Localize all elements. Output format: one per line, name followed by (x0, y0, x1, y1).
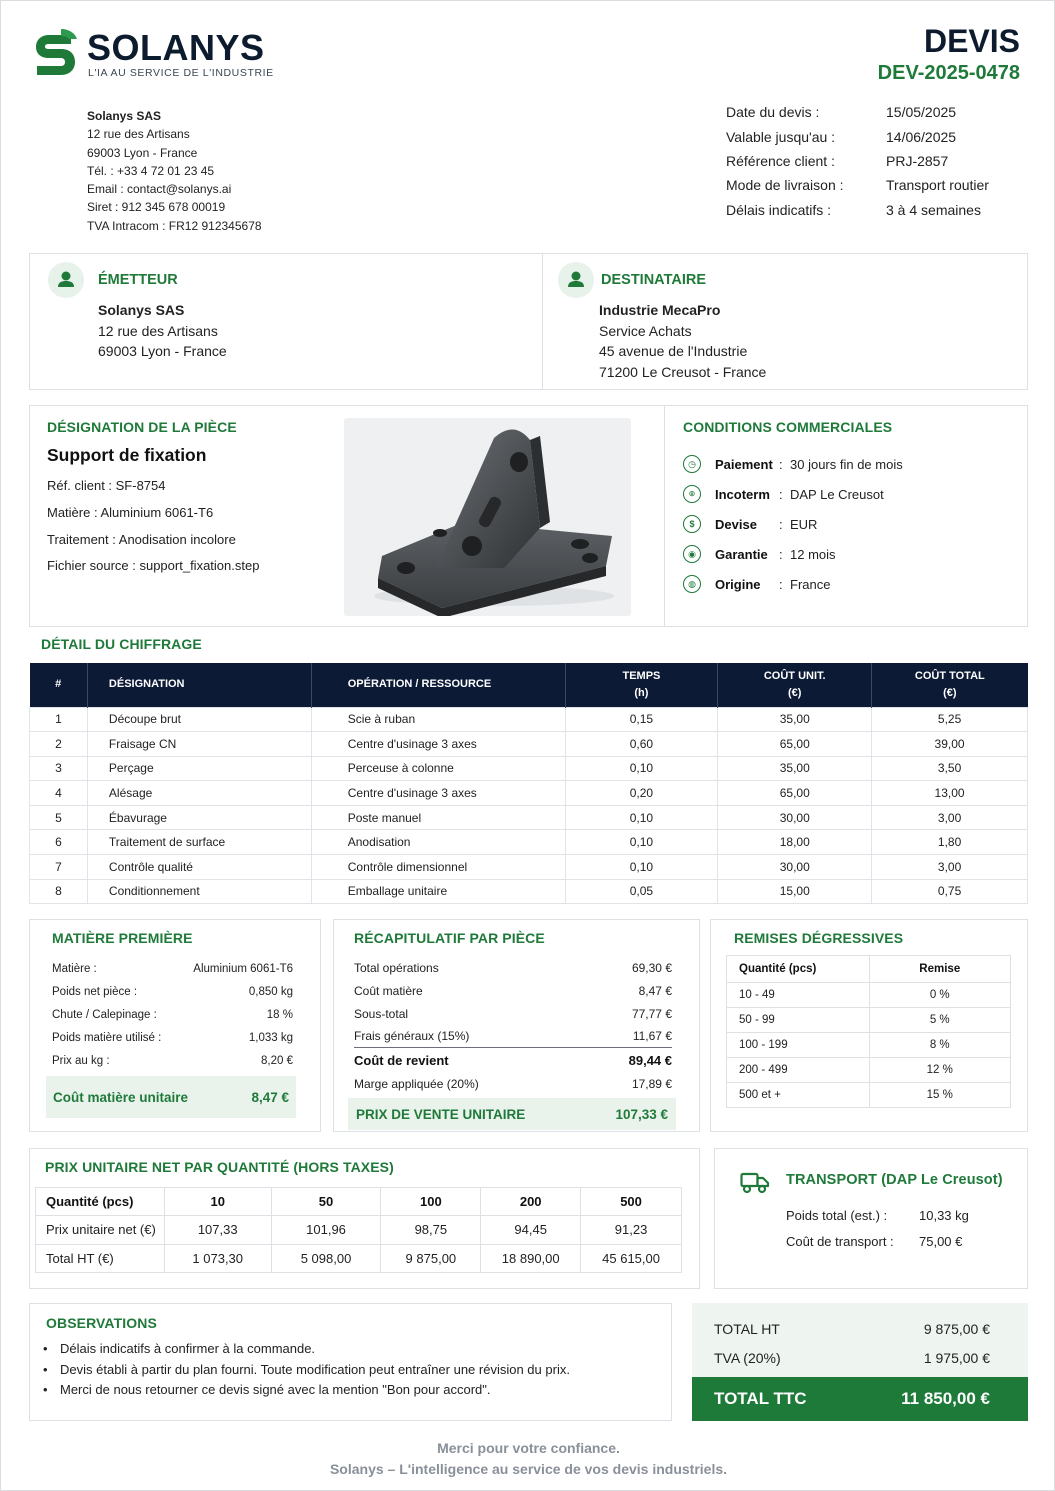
transport-value: 10,33 kg (919, 1207, 969, 1223)
globe-icon: ◍ (683, 575, 701, 593)
quote-meta (726, 100, 989, 222)
divider (542, 254, 543, 389)
condition-value: DAP Le Creusot (790, 486, 884, 502)
remise-row (727, 1008, 1011, 1033)
emetteur-title: ÉMETTEUR (98, 272, 178, 288)
column-header-unit: (€) (788, 686, 802, 699)
recap-row (354, 1002, 672, 1025)
condition-label: Paiement (715, 456, 773, 472)
matiere-label: Poids net pièce : (52, 985, 138, 998)
detail-section-title: DÉTAIL DU CHIFFRAGE (41, 636, 202, 652)
row-unit-cost: 18,00 (718, 830, 872, 855)
row-operation: Centre d'usinage 3 axes (311, 732, 565, 757)
row-operation: Emballage unitaire (311, 879, 565, 904)
part-render-image (344, 418, 631, 616)
total-ht-value: 9 875,00 € (923, 1321, 990, 1337)
company-info (87, 107, 262, 235)
remise-quantity: 50 - 99 (727, 1008, 870, 1033)
part-details (47, 473, 259, 580)
row-time: 0,15 (565, 707, 718, 732)
clock-icon: ◷ (683, 455, 701, 473)
remise-value: 8 % (869, 1033, 1010, 1058)
row-time: 0,10 (565, 805, 718, 830)
matiere-value: Aluminium 6061-T6 (193, 962, 293, 975)
costing-table (29, 663, 1028, 904)
row-operation: Poste manuel (311, 805, 565, 830)
row-unit-cost: 65,00 (718, 732, 872, 757)
condition-value: 12 mois (790, 546, 836, 562)
table-row (30, 830, 1028, 855)
row-number: 3 (30, 756, 88, 781)
part-source-file: Fichier source : support_fixation.step (47, 558, 260, 574)
column-header: Quantité (pcs) (36, 1188, 165, 1216)
location-icon: ⌾ (683, 485, 701, 503)
condition-row (683, 569, 903, 599)
column-header: 200 (481, 1188, 581, 1216)
total-ht-row (714, 1321, 990, 1337)
matiere-label: Matière : (52, 962, 97, 975)
row-designation: Traitement de surface (87, 830, 311, 855)
user-icon (558, 262, 594, 298)
meta-label: Date du devis : (726, 104, 820, 121)
row-value: 98,75 (381, 1216, 481, 1245)
transport-label: Poids total (est.) : (786, 1207, 888, 1223)
table-header-row (30, 663, 1028, 707)
row-time: 0,10 (565, 830, 718, 855)
meta-value: 14/06/2025 (886, 128, 957, 145)
column-header (872, 663, 1028, 707)
bracket-3d-icon (344, 418, 631, 616)
recap-row (354, 979, 672, 1002)
row-time: 0,05 (565, 879, 718, 904)
row-value: 5 098,00 (271, 1244, 381, 1273)
column-header: Quantité (pcs) (727, 956, 870, 983)
company-siret: Siret : 912 345 678 00019 (87, 200, 226, 215)
meta-row (726, 149, 989, 173)
column-header: Remise (869, 956, 1010, 983)
document-title: DEVIS (923, 23, 1020, 59)
vente-unitaire-row (348, 1098, 676, 1130)
row-value: 91,23 (581, 1216, 682, 1245)
row-designation: Contrôle qualité (87, 855, 311, 880)
row-total-cost: 3,50 (872, 756, 1028, 781)
matiere-total-value: 8,47 € (251, 1089, 289, 1105)
total-ttc-row (692, 1377, 1028, 1421)
matiere-total-row (46, 1076, 296, 1118)
meta-value: Transport routier (886, 177, 989, 194)
recap-revient-row (354, 1048, 672, 1072)
meta-row (726, 198, 989, 222)
prix-quantite-title: PRIX UNITAIRE NET PAR QUANTITÉ (HORS TAXES) (45, 1159, 394, 1175)
column-header: OPÉRATION / RESSOURCE (311, 663, 565, 707)
recap-row (354, 956, 672, 979)
revient-label: Coût de revient (354, 1052, 449, 1068)
table-row (30, 707, 1028, 732)
matiere-list (52, 957, 293, 1072)
condition-value: EUR (790, 516, 818, 532)
remise-row (727, 1033, 1011, 1058)
meta-row (726, 173, 989, 197)
row-time: 0,10 (565, 855, 718, 880)
total-ttc-value: 11 850,00 € (901, 1389, 990, 1408)
matiere-row (52, 1003, 293, 1026)
column-header: 10 (164, 1188, 271, 1216)
row-total-cost: 5,25 (872, 707, 1028, 732)
table-row (30, 781, 1028, 806)
transport-row (786, 1228, 976, 1254)
row-total-cost: 3,00 (872, 805, 1028, 830)
condition-label: Origine (715, 576, 761, 592)
meta-value: 15/05/2025 (886, 104, 957, 121)
row-label: Total HT (€) (36, 1244, 165, 1273)
observations-title: OBSERVATIONS (46, 1315, 157, 1331)
solanys-logo-icon (31, 27, 79, 81)
row-number: 2 (30, 732, 88, 757)
row-label: Prix unitaire net (€) (36, 1216, 165, 1245)
row-unit-cost: 35,00 (718, 707, 872, 732)
prix-quantite-table (35, 1187, 682, 1273)
observations-list (43, 1339, 570, 1401)
column-header: DÉSIGNATION (87, 663, 311, 707)
meta-label: Référence client : (726, 152, 835, 169)
row-designation: Ébavurage (87, 805, 311, 830)
row-designation: Fraisage CN (87, 732, 311, 757)
remise-quantity: 200 - 499 (727, 1058, 870, 1083)
recap-row (354, 1025, 672, 1048)
remise-value: 0 % (869, 983, 1010, 1008)
transport-value: 75,00 € (919, 1233, 963, 1249)
matiere-row (52, 980, 293, 1003)
remises-header-row (727, 956, 1011, 983)
row-number: 7 (30, 855, 88, 880)
matiere-value: 1,033 kg (248, 1031, 293, 1044)
row-value: 94,45 (481, 1216, 581, 1245)
transport-row (786, 1202, 976, 1228)
colon: : (779, 546, 783, 562)
document-number: DEV-2025-0478 (877, 62, 1020, 84)
matiere-label: Poids matière utilisé : (52, 1031, 162, 1044)
company-email: Email : contact@solanys.ai (87, 182, 232, 197)
vente-value: 107,33 € (615, 1106, 668, 1122)
recap-value: 8,47 € (638, 983, 672, 998)
company-line: 69003 Lyon - France (87, 145, 198, 160)
revient-value: 89,44 € (628, 1052, 672, 1068)
remises-table (726, 955, 1011, 1108)
costing-table-body (30, 707, 1028, 904)
destinataire-address (599, 300, 766, 383)
table-row (30, 879, 1028, 904)
table-row (36, 1216, 682, 1245)
matiere-label: Chute / Calepinage : (52, 1008, 157, 1021)
column-header-main: TEMPS (622, 669, 661, 682)
divider (664, 406, 665, 626)
row-value: 107,33 (164, 1216, 271, 1245)
transport-title: TRANSPORT (DAP Le Creusot) (786, 1172, 1003, 1188)
row-total-cost: 0,75 (872, 879, 1028, 904)
tva-label: TVA (20%) (714, 1350, 781, 1366)
colon: : (779, 516, 783, 532)
row-operation: Anodisation (311, 830, 565, 855)
dollar-icon: $ (683, 515, 701, 533)
recap-label: Sous-total (354, 1006, 409, 1021)
condition-label: Devise (715, 516, 757, 532)
company-vat: TVA Intracom : FR12 912345678 (87, 218, 262, 233)
row-unit-cost: 15,00 (718, 879, 872, 904)
destinataire-line: Service Achats (599, 322, 692, 339)
table-row (30, 805, 1028, 830)
remise-row (727, 983, 1011, 1008)
tva-value: 1 975,00 € (923, 1350, 990, 1366)
row-designation: Alésage (87, 781, 311, 806)
column-header: 500 (581, 1188, 682, 1216)
emetteur-name: Solanys SAS (98, 302, 185, 318)
remise-row (727, 1083, 1011, 1108)
meta-label: Mode de livraison : (726, 177, 844, 194)
company-line: 12 rue des Artisans (87, 127, 190, 142)
shield-icon: ◉ (683, 545, 701, 563)
row-designation: Perçage (87, 756, 311, 781)
meta-label: Délais indicatifs : (726, 201, 832, 218)
row-time: 0,60 (565, 732, 718, 757)
row-operation: Centre d'usinage 3 axes (311, 781, 565, 806)
meta-label: Valable jusqu'au : (726, 128, 836, 145)
row-unit-cost: 35,00 (718, 756, 872, 781)
brand-name: SOLANYS (87, 27, 265, 68)
meta-value: PRJ-2857 (886, 152, 949, 169)
matiere-row (52, 957, 293, 980)
matiere-label: Prix au kg : (52, 1054, 110, 1067)
recap-label: Frais généraux (15%) (354, 1029, 470, 1043)
destinataire-line: 45 avenue de l'Industrie (599, 343, 748, 360)
part-treatment: Traitement : Anodisation incolore (47, 531, 236, 547)
table-row (30, 756, 1028, 781)
meta-value: 3 à 4 semaines (886, 201, 981, 218)
prix-quantite-body (36, 1216, 682, 1273)
matiere-row (52, 1049, 293, 1072)
row-value: 9 875,00 (381, 1244, 481, 1273)
condition-row (683, 509, 903, 539)
company-name: Solanys SAS (87, 109, 162, 123)
total-ttc-label: TOTAL TTC (714, 1389, 807, 1408)
conditions-list (683, 449, 903, 599)
column-header: 100 (381, 1188, 481, 1216)
row-time: 0,10 (565, 756, 718, 781)
row-number: 8 (30, 879, 88, 904)
row-total-cost: 3,00 (872, 855, 1028, 880)
column-header-main: COÛT TOTAL (914, 669, 985, 682)
colon: : (779, 456, 783, 472)
user-icon (48, 262, 84, 298)
emetteur-line: 12 rue des Artisans (98, 322, 218, 339)
observation-item: • Devis établi à partir du plan fourni. Toute modification peut entraîner une révision du prix. (43, 1360, 570, 1381)
row-unit-cost: 30,00 (718, 855, 872, 880)
row-operation: Scie à ruban (311, 707, 565, 732)
row-number: 1 (30, 707, 88, 732)
recap-value: 11,67 € (632, 1029, 672, 1043)
footer-slogan: Solanys – L'intelligence au service de vos devis industriels. (329, 1461, 728, 1477)
transport-label: Coût de transport : (786, 1233, 894, 1249)
row-operation: Perceuse à colonne (311, 756, 565, 781)
column-header-unit: (€) (943, 686, 957, 699)
column-header (718, 663, 872, 707)
part-section-title: DÉSIGNATION DE LA PIÈCE (47, 419, 237, 435)
recap-list (354, 956, 672, 1096)
row-value: 1 073,30 (164, 1244, 271, 1273)
matiere-value: 18 % (266, 1008, 293, 1021)
remise-value: 15 % (869, 1083, 1010, 1108)
brand-tagline: L'IA AU SERVICE DE L'INDUSTRIE (88, 67, 274, 79)
remises-table-body (727, 983, 1011, 1108)
destinataire-title: DESTINATAIRE (601, 272, 706, 288)
destinataire-name: Industrie MecaPro (599, 302, 721, 318)
row-operation: Contrôle dimensionnel (311, 855, 565, 880)
part-material: Matière : Aluminium 6061-T6 (47, 504, 214, 520)
colon: : (779, 486, 783, 502)
condition-row (683, 449, 903, 479)
marge-value: 17,89 € (631, 1077, 672, 1091)
remise-value: 12 % (869, 1058, 1010, 1083)
meta-row (726, 124, 989, 148)
observation-item: • Merci de nous retourner ce devis signé avec la mention "Bon pour accord". (43, 1380, 570, 1401)
row-number: 6 (30, 830, 88, 855)
vente-label: PRIX DE VENTE UNITAIRE (356, 1106, 526, 1122)
row-designation: Découpe brut (87, 707, 311, 732)
remise-row (727, 1058, 1011, 1083)
matiere-value: 0,850 kg (248, 985, 293, 998)
matiere-total-label: Coût matière unitaire (53, 1089, 189, 1105)
recap-label: Coût matière (354, 983, 423, 998)
row-total-cost: 39,00 (872, 732, 1028, 757)
company-phone: Tél. : +33 4 72 01 23 45 (87, 163, 215, 178)
conditions-section-title: CONDITIONS COMMERCIALES (683, 419, 893, 435)
row-value: 18 890,00 (481, 1244, 581, 1273)
matiere-row (52, 1026, 293, 1049)
remise-quantity: 500 et + (727, 1083, 870, 1108)
condition-row (683, 539, 903, 569)
condition-value: France (790, 576, 831, 592)
colon: : (779, 576, 783, 592)
column-header-main: COÛT UNIT. (763, 669, 826, 682)
remise-quantity: 10 - 49 (727, 983, 870, 1008)
row-number: 5 (30, 805, 88, 830)
transport-list (786, 1202, 976, 1254)
prix-quantite-header-row (36, 1188, 682, 1216)
meta-row (726, 100, 989, 124)
table-row (30, 732, 1028, 757)
row-value: 45 615,00 (581, 1244, 682, 1273)
table-row (36, 1244, 682, 1273)
row-unit-cost: 30,00 (718, 805, 872, 830)
observation-item: • Délais indicatifs à confirmer à la commande. (43, 1339, 570, 1360)
row-value: 101,96 (271, 1216, 381, 1245)
remises-section-title: REMISES DÉGRESSIVES (734, 930, 904, 946)
part-name: Support de fixation (47, 445, 207, 465)
table-row (30, 855, 1028, 880)
column-header-unit: (h) (634, 686, 649, 699)
emetteur-line: 69003 Lyon - France (98, 343, 227, 360)
column-header: # (30, 663, 88, 707)
destinataire-line: 71200 Le Creusot - France (599, 364, 767, 381)
recap-value: 77,77 € (631, 1006, 672, 1021)
condition-row (683, 479, 903, 509)
row-unit-cost: 65,00 (718, 781, 872, 806)
matiere-value: 8,20 € (261, 1054, 293, 1067)
part-reference: Réf. client : SF-8754 (47, 478, 166, 493)
recap-marge-row (354, 1072, 672, 1096)
matiere-section-title: MATIÈRE PREMIÈRE (52, 930, 193, 946)
recap-section-title: RÉCAPITULATIF PAR PIÈCE (354, 930, 545, 946)
marge-label: Marge appliquée (20%) (354, 1077, 479, 1091)
total-ht-label: TOTAL HT (714, 1321, 780, 1337)
remise-value: 5 % (869, 1008, 1010, 1033)
recap-value: 69,30 € (631, 960, 672, 975)
footer-thanks: Merci pour votre confiance. (437, 1440, 620, 1456)
row-number: 4 (30, 781, 88, 806)
column-header (565, 663, 718, 707)
row-total-cost: 13,00 (872, 781, 1028, 806)
emetteur-address (98, 300, 227, 362)
tva-row (714, 1350, 990, 1366)
condition-label: Incoterm (715, 486, 770, 502)
remise-quantity: 100 - 199 (727, 1033, 870, 1058)
truck-icon (740, 1170, 770, 1194)
row-total-cost: 1,80 (872, 830, 1028, 855)
row-designation: Conditionnement (87, 879, 311, 904)
condition-value: 30 jours fin de mois (790, 456, 903, 472)
column-header: 50 (271, 1188, 381, 1216)
condition-label: Garantie (715, 546, 768, 562)
row-time: 0,20 (565, 781, 718, 806)
recap-label: Total opérations (354, 960, 439, 975)
